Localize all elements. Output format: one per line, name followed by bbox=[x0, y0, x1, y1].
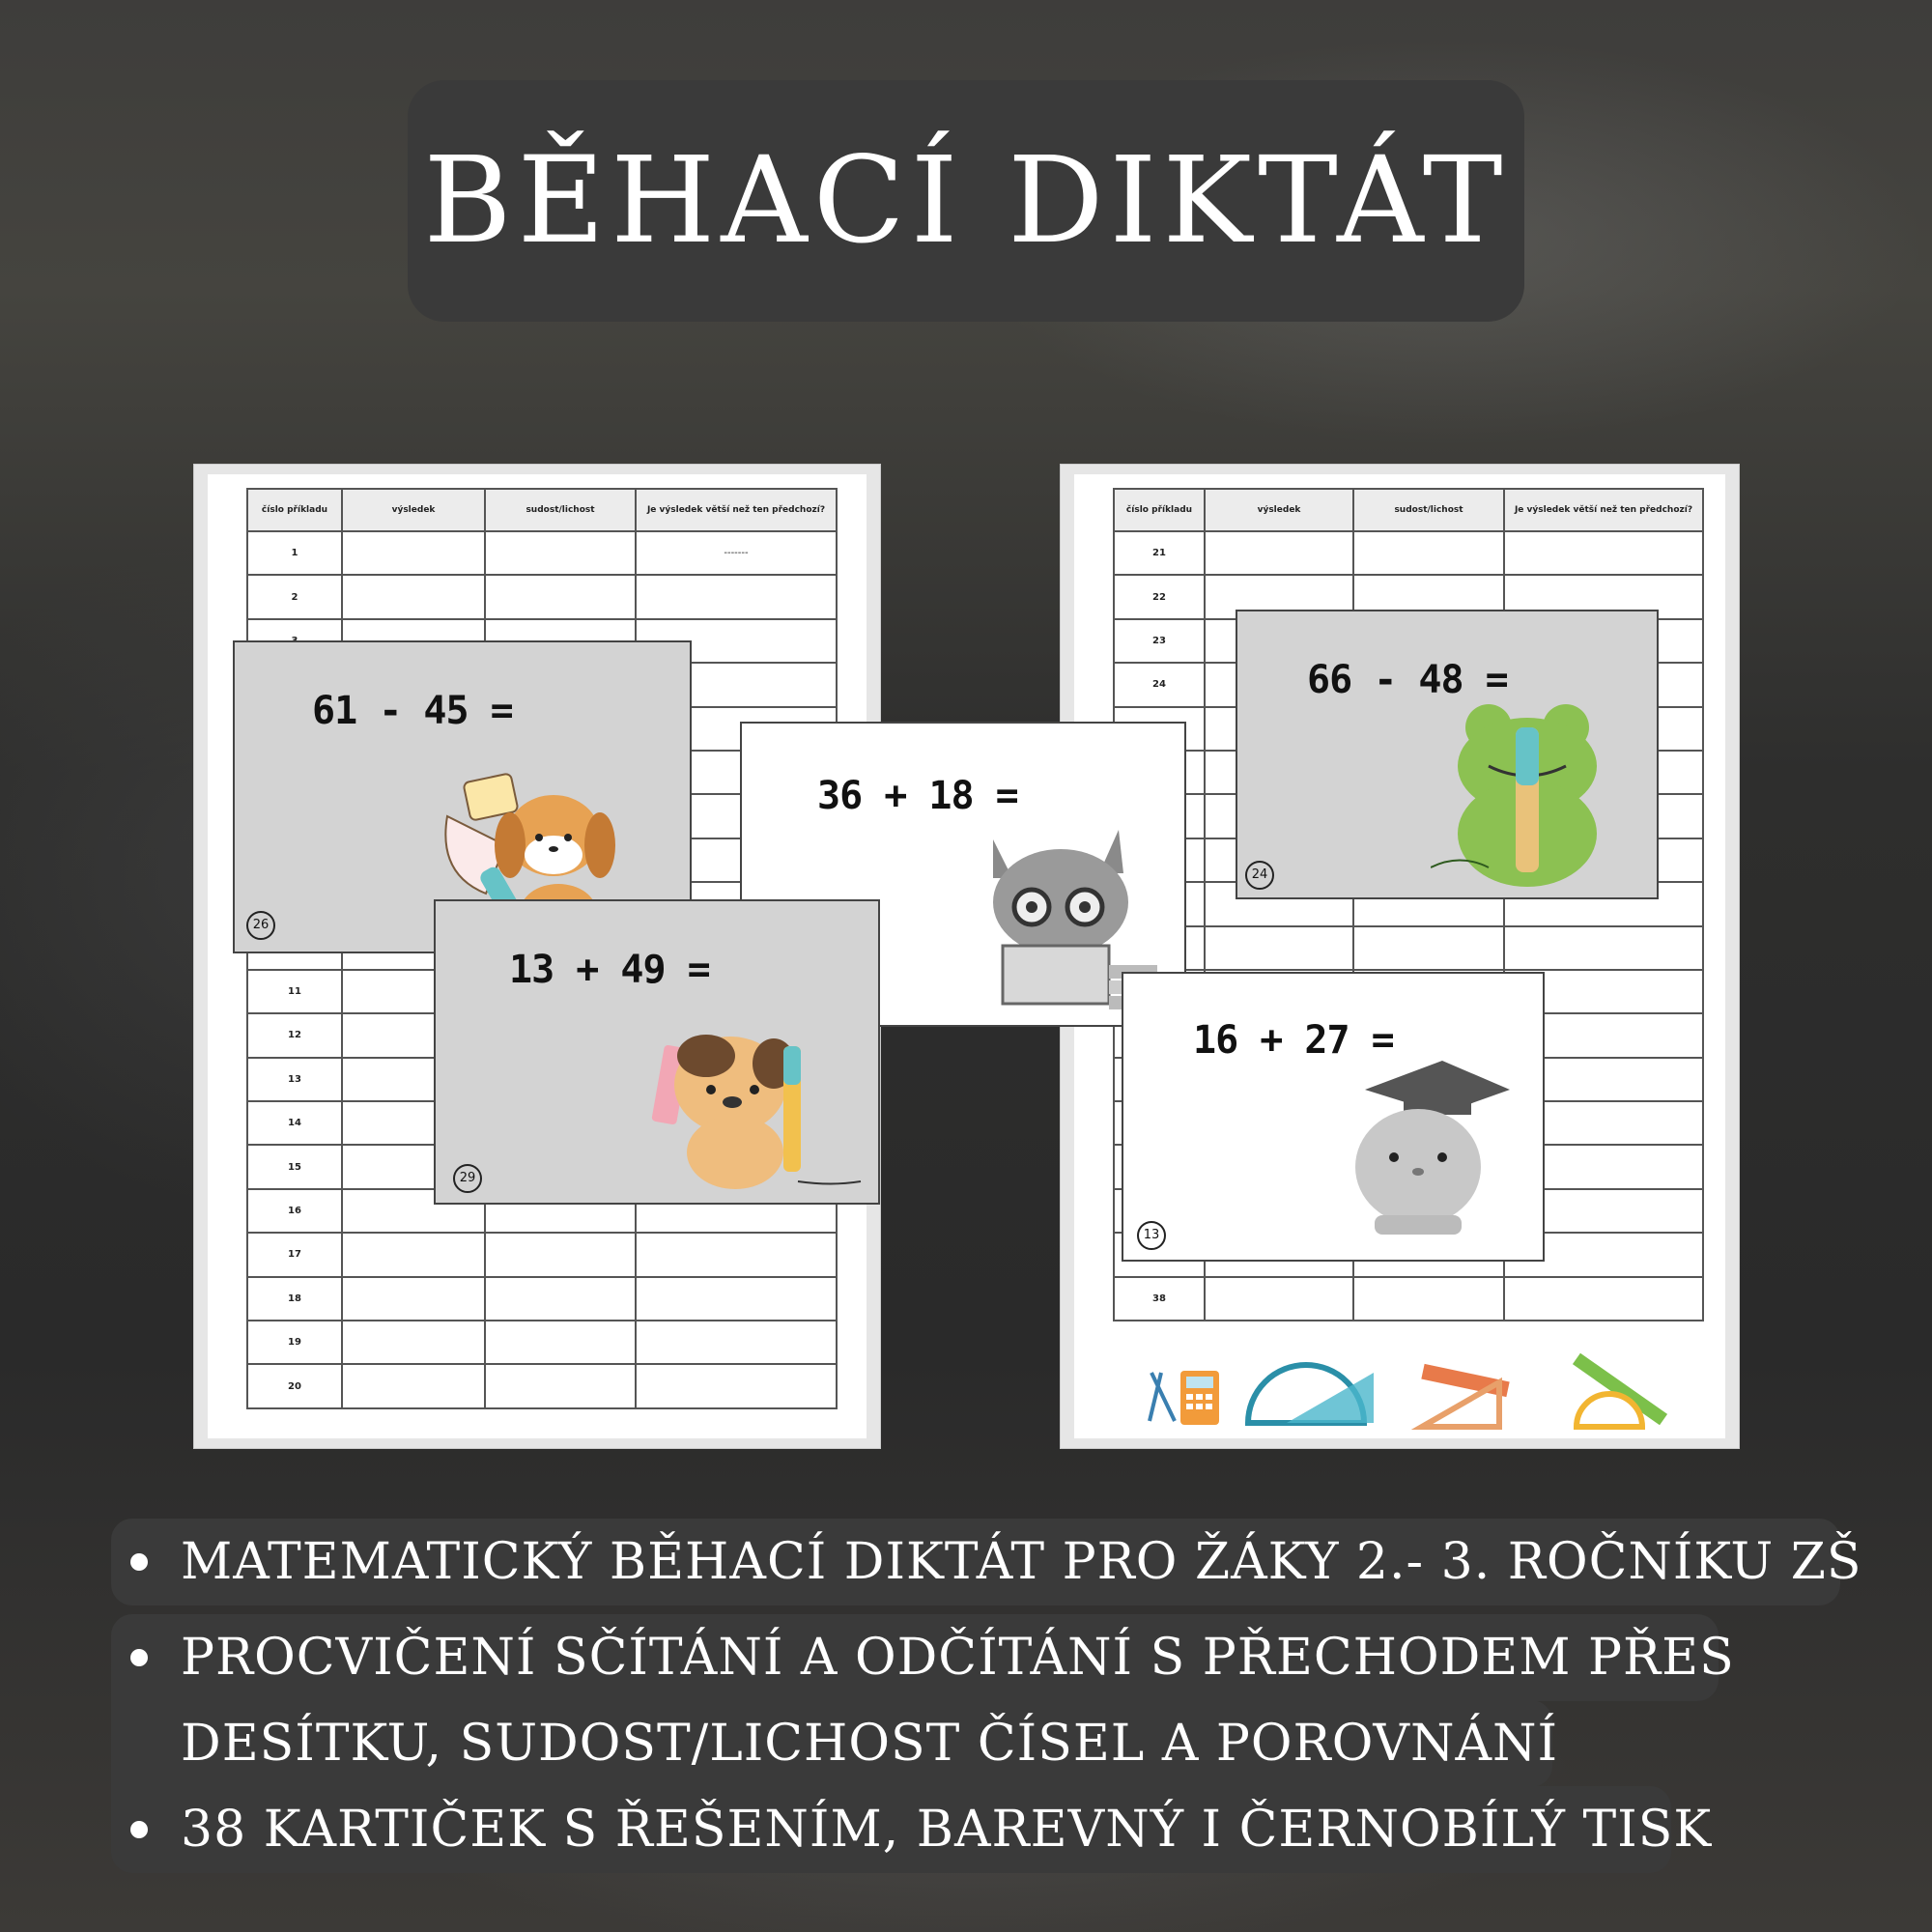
col-header: sudost/lichost bbox=[1353, 489, 1504, 531]
answer-cell[interactable] bbox=[485, 1277, 636, 1321]
answer-cell[interactable] bbox=[1353, 926, 1504, 970]
answer-cell[interactable] bbox=[1205, 531, 1353, 575]
row-number: 17 bbox=[247, 1233, 342, 1276]
col-header: výsledek bbox=[342, 489, 485, 531]
task-card bbox=[1122, 972, 1545, 1262]
col-header: Je výsledek větší než ten předchozí? bbox=[1504, 489, 1703, 531]
bullet-item bbox=[111, 1614, 1735, 1701]
bullet-text: MATEMATICKÝ BĚHACÍ DIKTÁT PRO ŽÁKY 2.- 3. ROČNÍKU ZŠ bbox=[181, 1533, 1862, 1591]
bullet-item bbox=[111, 1519, 1862, 1605]
row-number: 11 bbox=[247, 970, 342, 1013]
answer-cell[interactable] bbox=[342, 1364, 485, 1407]
table-row bbox=[247, 1364, 837, 1407]
card-equation: 13 + 49 = bbox=[509, 948, 710, 992]
page-title: BĚHACÍ DIKTÁT bbox=[423, 131, 1509, 270]
pug-icon bbox=[639, 1017, 870, 1201]
answer-cell[interactable] bbox=[342, 1277, 485, 1321]
table-row bbox=[247, 531, 837, 575]
answer-cell[interactable] bbox=[636, 1233, 837, 1276]
row-number: 20 bbox=[247, 1364, 342, 1407]
card-equation: 66 - 48 = bbox=[1307, 658, 1508, 702]
answer-cell[interactable] bbox=[342, 1321, 485, 1364]
card-equation: 16 + 27 = bbox=[1193, 1018, 1394, 1063]
table-row bbox=[1114, 531, 1703, 575]
table-row bbox=[247, 575, 837, 618]
row-number: 23 bbox=[1114, 619, 1205, 663]
calculator-icon bbox=[1150, 1371, 1219, 1425]
row-number: 22 bbox=[1114, 575, 1205, 618]
answer-cell[interactable] bbox=[342, 531, 485, 575]
row-number: 19 bbox=[247, 1321, 342, 1364]
col-header: sudost/lichost bbox=[485, 489, 636, 531]
row-number: 21 bbox=[1114, 531, 1205, 575]
set-square-icon bbox=[1573, 1353, 1667, 1427]
card-equation: 61 - 45 = bbox=[312, 689, 513, 733]
math-tools-illustration bbox=[1132, 1353, 1673, 1440]
col-header: číslo příkladu bbox=[247, 489, 342, 531]
answer-cell[interactable]: ------- bbox=[636, 531, 837, 575]
table-row bbox=[1114, 1277, 1703, 1321]
row-number: 38 bbox=[1114, 1277, 1205, 1321]
table-row bbox=[247, 1277, 837, 1321]
answer-cell[interactable] bbox=[1504, 531, 1703, 575]
ruler-triangle-icon bbox=[1421, 1364, 1509, 1427]
frog-icon bbox=[1431, 698, 1643, 896]
bullet-dot bbox=[130, 1553, 148, 1571]
hamster-graduate-icon bbox=[1336, 1051, 1529, 1254]
answer-cell[interactable] bbox=[485, 531, 636, 575]
answer-cell[interactable] bbox=[485, 1364, 636, 1407]
row-number: 2 bbox=[247, 575, 342, 618]
answer-cell[interactable] bbox=[342, 575, 485, 618]
row-number: 14 bbox=[247, 1101, 342, 1145]
row-number: 24 bbox=[1114, 663, 1205, 706]
bullet-item bbox=[111, 1786, 1713, 1873]
bullet-text: DESÍTKU, SUDOST/LICHOST ČÍSEL A POROVNÁNÍ bbox=[181, 1715, 1559, 1773]
answer-cell[interactable] bbox=[1504, 1277, 1703, 1321]
col-header: Je výsledek větší než ten předchozí? bbox=[636, 489, 837, 531]
answer-cell[interactable] bbox=[1205, 1277, 1353, 1321]
answer-cell[interactable] bbox=[342, 1233, 485, 1276]
col-header: číslo příkladu bbox=[1114, 489, 1205, 531]
card-number: 29 bbox=[453, 1164, 482, 1193]
protractor-icon bbox=[1248, 1365, 1374, 1423]
answer-cell[interactable] bbox=[636, 1277, 837, 1321]
answer-cell[interactable] bbox=[636, 1364, 837, 1407]
answer-cell[interactable] bbox=[1353, 531, 1504, 575]
bullet-dot bbox=[130, 1821, 148, 1838]
answer-cell[interactable] bbox=[485, 1321, 636, 1364]
task-card bbox=[434, 899, 880, 1205]
table-row bbox=[247, 1321, 837, 1364]
answer-cell[interactable] bbox=[636, 1321, 837, 1364]
bullet-dot bbox=[130, 1649, 148, 1666]
col-header: výsledek bbox=[1205, 489, 1353, 531]
row-number: 15 bbox=[247, 1145, 342, 1188]
row-number: 13 bbox=[247, 1058, 342, 1101]
card-number: 26 bbox=[246, 911, 275, 940]
row-number: 1 bbox=[247, 531, 342, 575]
answer-cell[interactable] bbox=[485, 575, 636, 618]
answer-cell[interactable] bbox=[1205, 926, 1353, 970]
answer-cell[interactable] bbox=[1353, 1277, 1504, 1321]
table-row bbox=[1114, 926, 1703, 970]
title-banner bbox=[408, 80, 1524, 322]
answer-cell[interactable] bbox=[485, 1233, 636, 1276]
card-number: 13 bbox=[1137, 1221, 1166, 1250]
answer-cell[interactable] bbox=[636, 575, 837, 618]
task-card bbox=[1236, 610, 1659, 899]
row-number: 12 bbox=[247, 1013, 342, 1057]
answer-cell[interactable] bbox=[1504, 926, 1703, 970]
table-row bbox=[247, 1233, 837, 1276]
bullet-text: 38 KARTIČEK S ŘEŠENÍM, BAREVNÝ I ČERNOBÍLÝ TISK bbox=[181, 1801, 1713, 1859]
row-number: 18 bbox=[247, 1277, 342, 1321]
card-number: 24 bbox=[1245, 861, 1274, 890]
bullet-text: PROCVIČENÍ SČÍTÁNÍ A ODČÍTÁNÍ S PŘECHODEM PŘES bbox=[181, 1629, 1735, 1687]
row-number: 16 bbox=[247, 1189, 342, 1233]
card-equation: 36 + 18 = bbox=[817, 774, 1018, 818]
bullet-item bbox=[111, 1700, 1559, 1787]
